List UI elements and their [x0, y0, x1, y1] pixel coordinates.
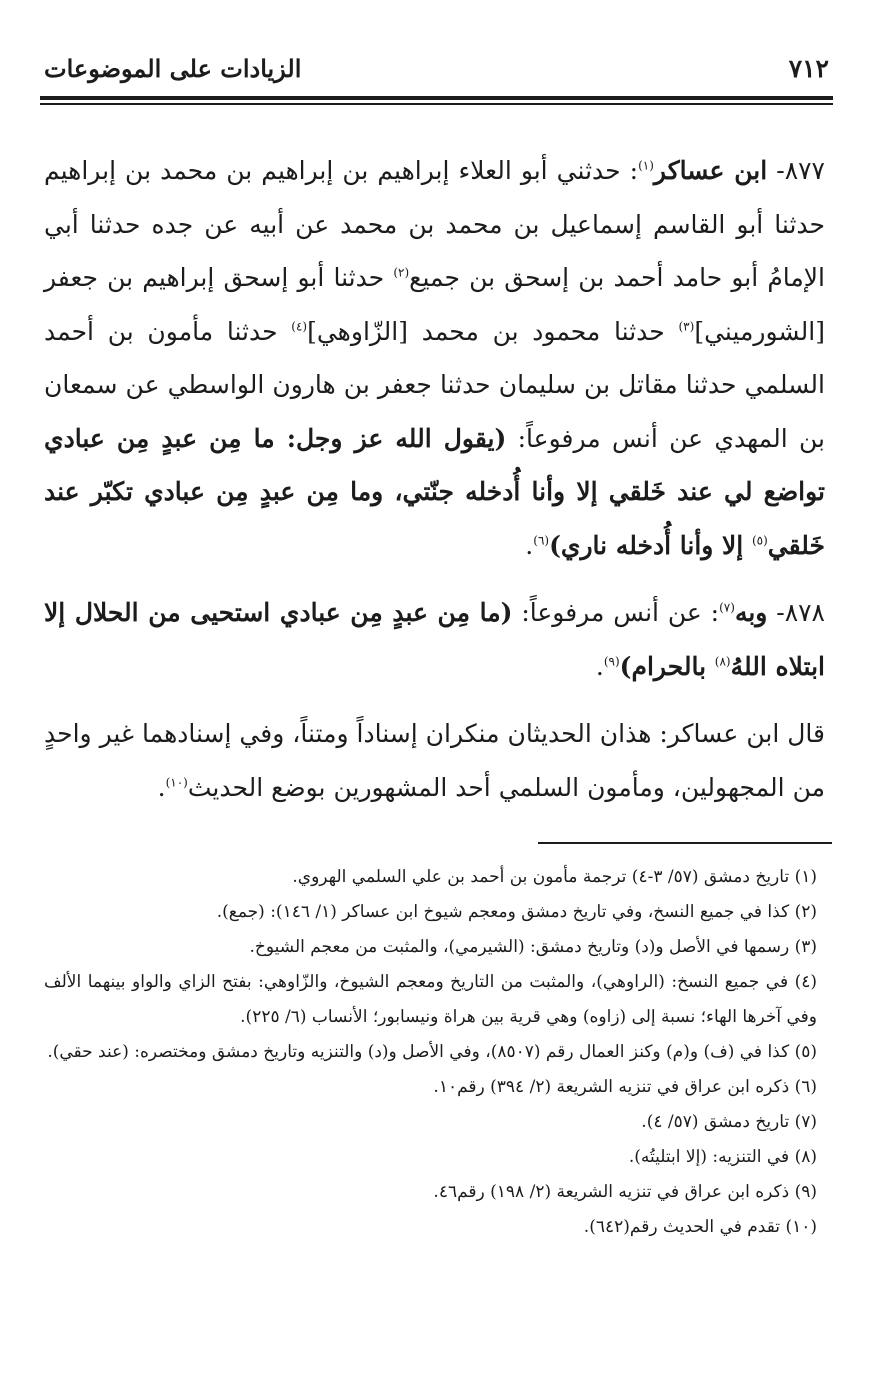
footnote-2: (٢) كذا في جميع النسخ، وفي تاريخ دمشق ومعجم شيوخ ابن عساكر (١/ ١٤٦): (جمع).	[216, 902, 817, 922]
running-title: الزيادات على الموضوعات	[44, 53, 302, 83]
footnote-ref: (٦)	[533, 533, 550, 548]
footnote-ref: (٩)	[603, 654, 620, 669]
isnad-text: حدثنا مأمون بن أحمد السلمي حدثنا مقاتل بن سليمان حدثنا جعفر بن هارون الواسطي عن سمعان بن المهدي عن أنس مرفوعاً:	[44, 316, 826, 453]
footnote-9: (٩) ذكره ابن عراق في تنزيه الشريعة (٢/ ١٩٨) رقم٤٦.	[433, 1182, 817, 1202]
hadith-matn: (يقول الله عز وجل: ما مِن عبدٍ مِن عبادي تواضع لي عند خَلقي إلا وأنا أُدخله جنّتي، وما مِن عبدٍ مِن عبادي تكبّر عند خَلقي	[44, 423, 825, 560]
closing-remark	[44, 707, 825, 814]
footnote-8: (٨) في التنزيه: (إلا ابتليتُه).	[628, 1147, 817, 1167]
footnote-ref: (١٠)	[165, 775, 188, 790]
hadith-matn: إلا وأنا أُدخله ناري)	[549, 530, 752, 560]
footnote-4: (٤) في جميع النسخ: (الراوهي)، والمثبت من التاريخ ومعجم الشيوخ، والزّاوهي: بفتح الزاي والواو بينهما الألف وفي آخرها الهاء؛ نسبة إلى (زاوه) وهي قرية بين هراة ونيسابور؛ الأنساب (٦/ ٢٢٥).	[44, 972, 817, 1027]
hadith-878	[44, 586, 825, 693]
footnotes	[44, 860, 817, 1245]
running-header	[44, 48, 829, 88]
closing-text: قال ابن عساكر: هذان الحديثان منكران إسناداً ومتناً، وفي إسنادهما غير واحدٍ من المجهولين، ومأمون السلمي أحد المشهورين بوضع الحديث	[44, 719, 825, 802]
isnad-text: حدثنا محمود بن محمد [الزّاوهي]	[307, 316, 679, 346]
hadith-lead: وبه	[734, 598, 768, 627]
footnote-6: (٦) ذكره ابن عراق في تنزيه الشريعة (٢/ ٣٩٤) رقم١٠.	[433, 1077, 817, 1097]
footnote-3: (٣) رسمها في الأصل و(د) وتاريخ دمشق: (الشيرمي)، والمثبت من معجم الشيوخ.	[249, 937, 817, 957]
footnote-10: (١٠) تقدم في الحديث رقم(٦٤٢).	[583, 1217, 817, 1237]
header-rule-thin	[40, 103, 833, 105]
header-rule-thick	[40, 96, 833, 100]
period: .	[525, 530, 534, 560]
footnote-ref: (٨)	[714, 654, 731, 669]
footnote-7: (٧) تاريخ دمشق (٥٧/ ٤).	[641, 1112, 817, 1132]
hadith-877	[44, 144, 825, 572]
footnote-ref: (٧)	[719, 600, 735, 615]
footnote-ref: (٤)	[291, 319, 308, 334]
footnote-5: (٥) كذا في (ف) و(م) وكنز العمال رقم (٨٥٠٧)، وفي الأصل و(د) والتنزيه وتاريخ دمشق ومختصره: (عند حقي).	[47, 1042, 817, 1062]
hadith-number: ٨٧٧-	[776, 156, 825, 185]
footnote-ref: (٣)	[678, 319, 695, 334]
hadith-source: ابن عساكر	[653, 156, 768, 185]
period: .	[595, 651, 604, 681]
isnad-text: حدثنا أبو إسحق إبراهيم بن جعفر [الشورميني]	[44, 263, 825, 346]
page-number: ٧١٢	[788, 53, 829, 83]
footnote-ref: (١)	[638, 158, 654, 173]
hadith-matn: بالحرام)	[619, 651, 715, 681]
hadith-number: ٨٧٨-	[776, 598, 825, 627]
main-text	[44, 144, 825, 814]
footnote-1: (١) تاريخ دمشق (٥٧/ ٣-٤) ترجمة مأمون بن أحمد بن علي السلمي الهروي.	[292, 867, 817, 887]
hadith-matn: (ما مِن عبدٍ مِن عبادي استحيى من الحلال إلا ابتلاه اللهُ	[44, 598, 825, 681]
isnad-text: : حدثني أبو العلاء إبراهيم بن إبراهيم بن محمد بن إبراهيم حدثنا أبو القاسم إسماعيل بن محمد بن محمد عن أبيه عن جده حدثنا أبي الإمامُ أبو حامد أحمد بن إسحق بن جميع	[44, 156, 826, 292]
footnote-ref: (٥)	[751, 533, 768, 548]
isnad-text: : عن أنس مرفوعاً:	[512, 598, 720, 627]
period: .	[157, 772, 166, 802]
footnote-ref: (٢)	[393, 265, 410, 280]
footnote-separator	[538, 842, 832, 844]
